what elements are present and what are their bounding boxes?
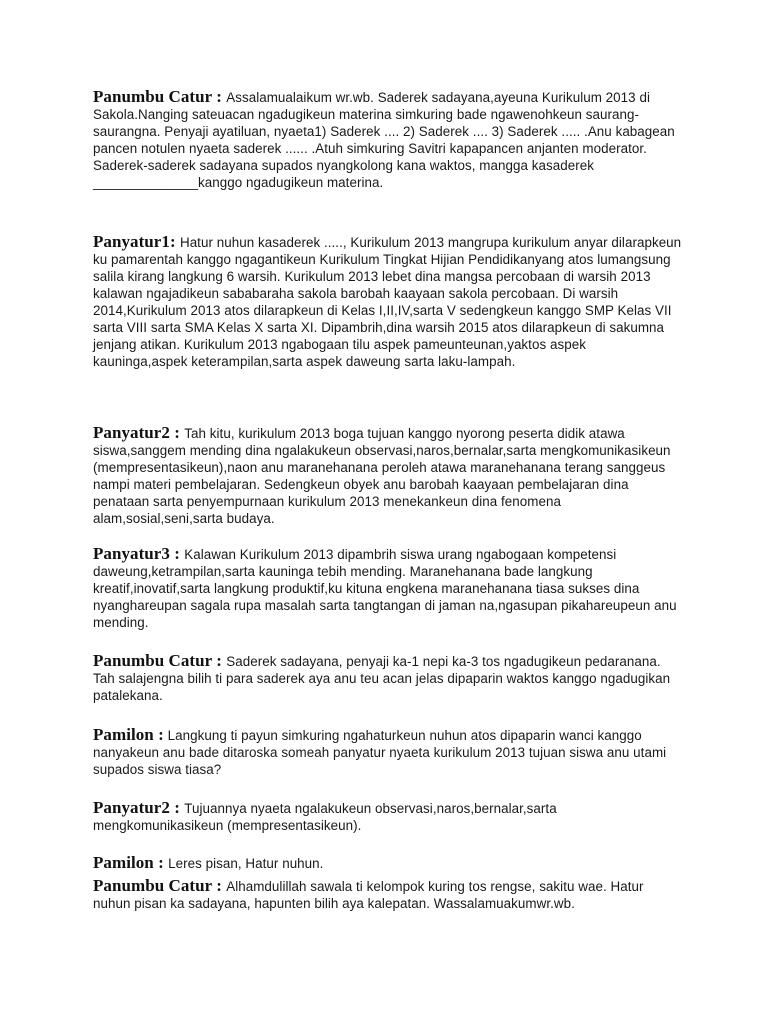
speaker-name: Panumbu Catur xyxy=(93,87,212,106)
speaker-separator: : xyxy=(169,423,185,442)
paragraph-text: Alhamdulillah sawala ti kelompok kuring tos rengse, sakitu wae. Hatur nuhun pisan ka sadayana, hapunten bilih aya kalepatan. Wassalamuakumwr.wb. xyxy=(93,879,644,911)
paragraph-panyatur3 xyxy=(93,545,683,631)
paragraph-panumbu-catur-opening xyxy=(93,88,683,191)
speaker-separator: : xyxy=(169,544,185,563)
speaker-name: Panumbu Catur xyxy=(93,651,212,670)
speaker-separator: : xyxy=(211,87,227,106)
speaker-name: Panyatur2 xyxy=(93,423,170,442)
speaker-separator: : xyxy=(169,232,180,251)
paragraph-text: Leres pisan, Hatur nuhun. xyxy=(168,856,324,871)
speaker-separator: : xyxy=(211,651,227,670)
paragraph-text: Hatur nuhun kasaderek ....., Kurikulum 2013 mangrupa kurikulum anyar dilarapkeun ku pamarentah kanggo ngagantikeun Kurikulum Tingkat Hijian Pendidikanyang atos lumangsung salila kirang langkung 6 warsih. Kurikulum 2013 lebet dina mangsa percobaan di warsih 2013 kalawan ngajadikeun sababaraha sakola barobah kaayaan sakola percobaan. Di warsih 2014,Kurikulum 2013 atos dilarapkeun di Kelas I,II,IV,sarta V sedengkeun kanggo SMP Kelas VII sarta VIII sarta SMA Kelas X sarta XI. Dipambrih,dina warsih 2015 atos dilarapkeun di sakumna jenjang atikan. Kurikulum 2013 ngabogaan tilu aspek pameunteunan,yaktos aspek kauninga,aspek keterampilan,sarta aspek daweung sarta laku-lampah. xyxy=(93,235,682,369)
speaker-separator: : xyxy=(169,798,185,817)
speaker-separator: : xyxy=(153,725,164,744)
speaker-name: Panumbu Catur xyxy=(93,876,212,895)
paragraph-text: Tujuannya nyaeta ngalakukeun observasi,naros,bernalar,sarta mengkomunikasikeun (mempresentasikeun). xyxy=(93,801,557,833)
paragraph-text: Kalawan Kurikulum 2013 dipambrih siswa urang ngabogaan kompetensi daweung,ketrampilan,sarta kauninga tebih mending. Maranehanana bade langkung kreatif,inovatif,sarta langkung produktif,ku kituna engkena maranehanana tiasa sukses dina nyanghareupan sagala rupa masalah sarta tangtangan di jaman na,ngasupan pikahareupeun anu mending. xyxy=(93,547,677,630)
speaker-name: Panyatur3 xyxy=(93,544,170,563)
speaker-name: Panyatur2 xyxy=(93,798,170,817)
speaker-name: Panyatur1 xyxy=(93,232,170,251)
speaker-name: Pamilon xyxy=(93,853,154,872)
speaker-name: Pamilon xyxy=(93,725,154,744)
paragraph-text: Saderek sadayana, penyaji ka-1 nepi ka-3 tos ngadugikeun pedaranana. Tah salajengna bilih ti para saderek aya anu teu acan jelas dipaparin waktos kanggo ngadugikan patalekana. xyxy=(93,654,671,703)
paragraph-panyatur1 xyxy=(93,233,683,370)
speaker-separator: : xyxy=(211,876,227,895)
paragraph-pamilon-question xyxy=(93,726,683,778)
paragraph-text: Tah kitu, kurikulum 2013 boga tujuan kanggo nyorong peserta didik atawa siswa,sanggem mending dina ngalakukeun observasi,naros,bernalar,sarta mengkomunikasikeun (mempresentasikeun),naon anu maranehanana peroleh atawa maranehanana terang sanggeus nampi materi pembelajaran. Sedengkeun obyek anu barobah kaayaan pembelajaran dina penataan sarta penyempurnaan kurikulum 2013 menekankeun dina fenomena alam,sosial,seni,sarta budaya. xyxy=(93,426,671,526)
speaker-separator: : xyxy=(153,853,169,872)
paragraph-text: Assalamualaikum wr.wb. Saderek sadayana,ayeuna Kurikulum 2013 di Sakola.Nanging sateuacan ngadugikeun materina simkuring bade ngawenohkeun saurang-saurangna. Penyaji ayatiluan, nyaeta1) Saderek .... 2) Saderek .... 3) Saderek ..... .Anu kabagean pancen notulen nyaeta saderek ...... .Atuh simkuring Savitri kapapancen anjanten moderator. Saderek-saderek sadayana supados nyangkolong kana waktos, mangga kasaderek ______________kanggo ngadugikeun materina. xyxy=(93,90,675,190)
paragraph-panumbu-catur-closing xyxy=(93,877,683,912)
paragraph-text: Langkung ti payun simkuring ngahaturkeun nuhun atos dipaparin wanci kanggo nanyakeun anu bade ditaroska someah panyatur nyaeta kurikulum 2013 tujuan siswa anu utami supados siswa tiasa? xyxy=(93,728,667,777)
paragraph-panumbu-catur-questions xyxy=(93,652,683,704)
paragraph-pamilon-thanks xyxy=(93,854,683,872)
paragraph-panyatur2-first xyxy=(93,424,683,527)
paragraph-panyatur2-answer xyxy=(93,799,683,834)
